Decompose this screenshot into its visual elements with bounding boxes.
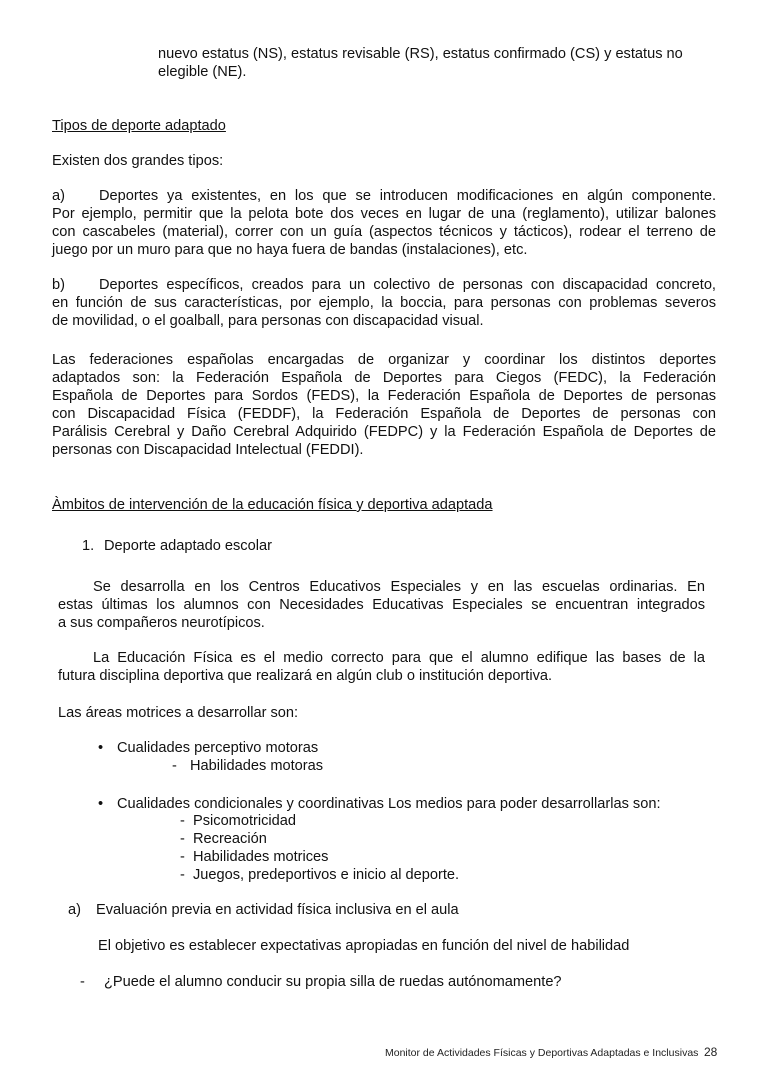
text-line: Por ejemplo, permitir que la pelota bote dos veces en lugar de una (reglamento), utilizar balones xyxy=(52,206,716,222)
objective-text: El objetivo es establecer expectativas apropiadas en función del nivel de habilidad xyxy=(98,938,630,954)
sub-item: Juegos, predeportivos e inicio al deporte. xyxy=(193,867,460,883)
item-marker: b) xyxy=(52,277,65,293)
question-text: ¿Puede el alumno conducir su propia silla de ruedas autónomamente? xyxy=(104,974,562,990)
text-line: Deportes ya existentes, en los que se introducen modificaciones en algún componente. xyxy=(99,188,716,204)
text-line: Las federaciones españolas encargadas de organizar y coordinar los distintos deportes xyxy=(52,352,716,368)
text-line: con cascabeles (material), correr con un guía (aspectos técnicos y tácticos), rodear el terreno de xyxy=(52,224,716,240)
text-line: futura disciplina deportiva que realizará en algún club o institución deportiva. xyxy=(58,668,553,684)
intro-text: Existen dos grandes tipos: xyxy=(52,153,224,169)
text-line: nuevo estatus (NS), estatus revisable (RS), estatus confirmado (CS) y estatus no xyxy=(158,46,683,62)
section-heading: Àmbitos de intervención de la educación física y deportiva adaptada xyxy=(52,497,493,513)
text-line: de movilidad, o el goalball, para personas con discapacidad visual. xyxy=(52,313,484,329)
dash-icon: - xyxy=(180,813,185,829)
sub-item: Habilidades motrices xyxy=(193,849,329,865)
text-line: La Educación Física es el medio correcto para que el alumno edifique las bases de la xyxy=(93,650,705,666)
item-marker: a) xyxy=(52,188,65,204)
dash-icon: - xyxy=(180,867,185,883)
text-line: con Discapacidad Física (FEDDF), la Federación Española de Deportes de personas con xyxy=(52,406,716,422)
text-line: Parálisis Cerebral y Daño Cerebral Adquirido (FEDPC) y la Federación Española de Deportes de xyxy=(52,424,716,440)
text-line: Española de Deportes para Sordos (FEDS), la Federación Española de Deportes de personas xyxy=(52,388,716,404)
sub-item: Habilidades motoras xyxy=(190,758,324,774)
dash-icon: - xyxy=(180,831,185,847)
item-marker: a) xyxy=(68,902,81,918)
text-line: personas con Discapacidad Intelectual (FEDDI). xyxy=(52,442,364,458)
text-line: en función de sus características, por ejemplo, la boccia, para personas con problemas severos xyxy=(52,295,716,311)
footer-title: Monitor de Actividades Físicas y Deportivas Adaptadas e Inclusivas xyxy=(385,1047,699,1059)
item-label: Evaluación previa en actividad física inclusiva en el aula xyxy=(96,902,459,918)
text-line: a sus compañeros neurotípicos. xyxy=(58,615,265,631)
item-label: Deporte adaptado escolar xyxy=(104,538,272,554)
bullet-label: Cualidades condicionales y coordinativas Los medios para poder desarrollarlas son: xyxy=(117,796,661,812)
text-line: elegible (NE). xyxy=(158,64,247,80)
text-line: Deportes específicos, creados para un colectivo de personas con discapacidad concreto, xyxy=(99,277,716,293)
section-heading: Tipos de deporte adaptado xyxy=(52,118,226,134)
text-line: Se desarrolla en los Centros Educativos Especiales y en las escuelas ordinarias. En xyxy=(93,579,705,595)
text-line: adaptados son: la Federación Española de Deportes para Ciegos (FEDC), la Federación xyxy=(52,370,716,386)
dash-icon: - xyxy=(180,849,185,865)
dash-icon: - xyxy=(80,974,85,990)
bullet-icon: • xyxy=(98,740,104,756)
page-number: 28 xyxy=(704,1045,718,1059)
text-line: juego por un muro para que no haya fuera de bandas (instalaciones), etc. xyxy=(52,242,528,258)
sub-item: Psicomotricidad xyxy=(193,813,297,829)
item-number: 1. xyxy=(82,538,95,554)
bullet-label: Cualidades perceptivo motoras xyxy=(117,740,319,756)
bullet-icon: • xyxy=(98,796,104,812)
areas-intro: Las áreas motrices a desarrollar son: xyxy=(58,705,299,721)
sub-item: Recreación xyxy=(193,831,267,847)
dash-icon: - xyxy=(172,758,177,774)
text-line: estas últimas los alumnos con Necesidades Educativas Especiales se encuentran integrados xyxy=(58,597,705,613)
